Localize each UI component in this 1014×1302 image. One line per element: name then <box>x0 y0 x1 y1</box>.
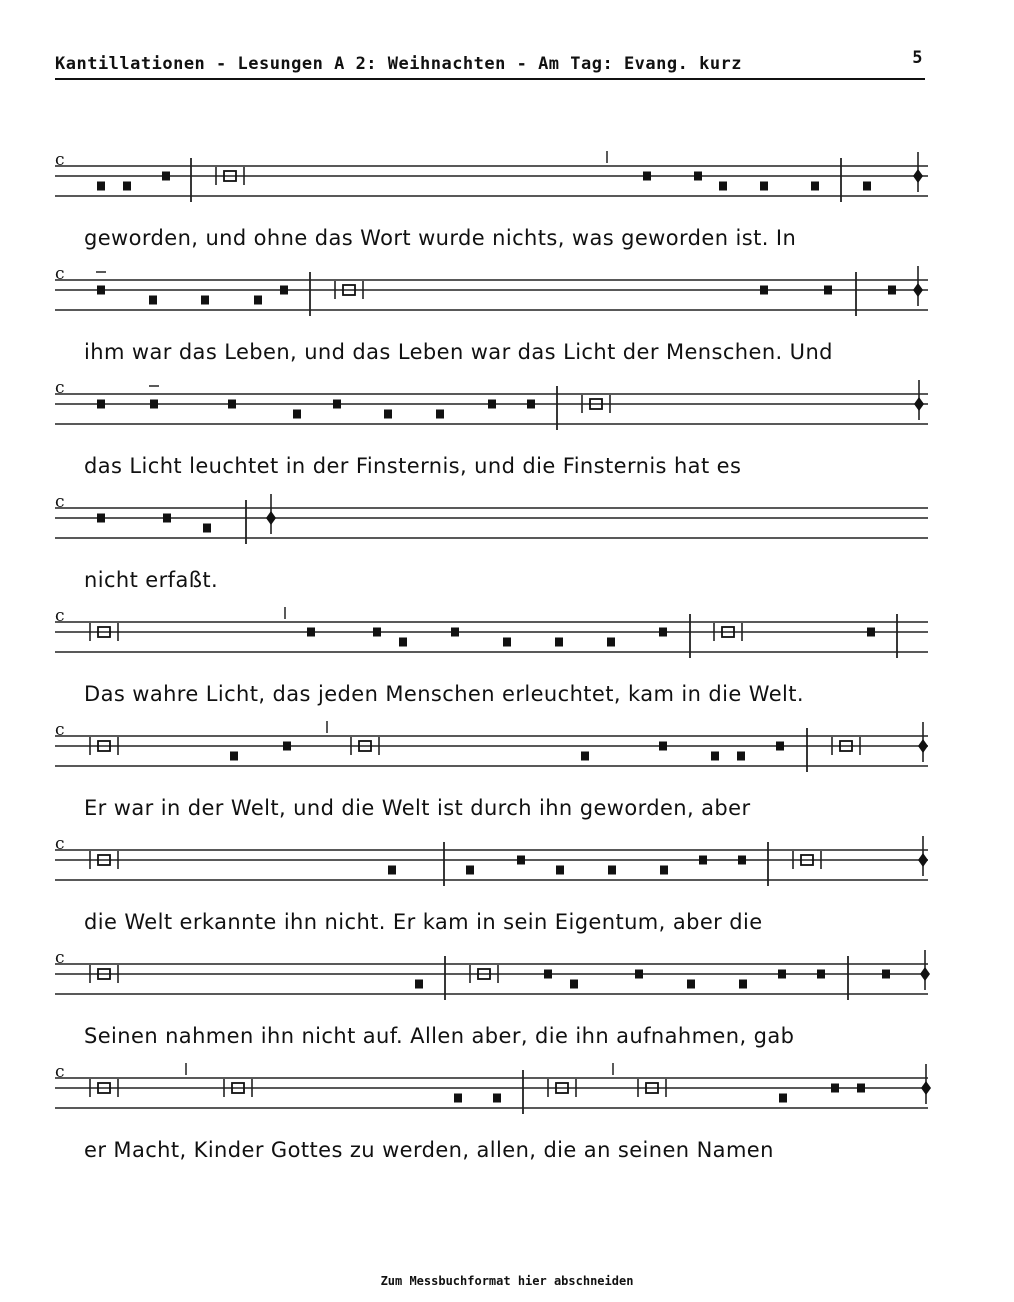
chant-system <box>0 606 1014 720</box>
note <box>581 752 589 761</box>
staff <box>0 264 1014 324</box>
note <box>570 980 578 989</box>
note <box>544 970 552 979</box>
final-note <box>914 397 924 411</box>
note <box>451 628 459 637</box>
note <box>811 182 819 191</box>
note <box>149 296 157 305</box>
chant-system <box>0 378 1014 492</box>
note <box>384 410 392 419</box>
note <box>687 980 695 989</box>
note <box>415 980 423 989</box>
note <box>488 400 496 409</box>
note <box>863 182 871 191</box>
chant-system <box>0 1062 1014 1176</box>
note <box>719 182 727 191</box>
staff <box>0 834 1014 894</box>
note <box>399 638 407 647</box>
lyric-line: nicht erfaßt. <box>84 568 219 592</box>
note <box>373 628 381 637</box>
note <box>150 400 158 409</box>
note <box>163 514 171 523</box>
note <box>659 742 667 751</box>
note <box>824 286 832 295</box>
note <box>333 400 341 409</box>
c-clef: c <box>55 150 65 170</box>
note <box>711 752 719 761</box>
note <box>779 1094 787 1103</box>
staff <box>0 606 1014 666</box>
note <box>97 182 105 191</box>
page-header <box>55 44 925 80</box>
c-clef: c <box>55 720 65 740</box>
c-clef: c <box>55 492 65 512</box>
chant-system <box>0 720 1014 834</box>
note <box>694 172 702 181</box>
note <box>503 638 511 647</box>
note <box>778 970 786 979</box>
note <box>831 1084 839 1093</box>
note <box>123 182 131 191</box>
staff <box>0 948 1014 1008</box>
note <box>760 182 768 191</box>
note <box>659 628 667 637</box>
note <box>699 856 707 865</box>
lyric-line: die Welt erkannte ihn nicht. Er kam in sein Eigentum, aber die <box>84 910 763 934</box>
note <box>280 286 288 295</box>
note <box>97 286 105 295</box>
final-note <box>920 967 930 981</box>
note <box>643 172 651 181</box>
c-clef: c <box>55 378 65 398</box>
note <box>436 410 444 419</box>
page-number: 5 <box>912 48 923 68</box>
chant-system <box>0 150 1014 264</box>
note <box>608 866 616 875</box>
c-clef: c <box>55 948 65 968</box>
staff <box>0 492 1014 552</box>
note <box>517 856 525 865</box>
note <box>556 866 564 875</box>
note <box>493 1094 501 1103</box>
chant-system <box>0 948 1014 1062</box>
note <box>776 742 784 751</box>
final-note <box>913 283 923 297</box>
note <box>97 400 105 409</box>
note <box>888 286 896 295</box>
staff <box>0 720 1014 780</box>
note <box>760 286 768 295</box>
c-clef: c <box>55 1062 65 1082</box>
lyric-line: Das wahre Licht, das jeden Menschen erleuchtet, kam in die Welt. <box>84 682 804 706</box>
note <box>228 400 236 409</box>
note <box>283 742 291 751</box>
note <box>230 752 238 761</box>
note <box>817 970 825 979</box>
lyric-line: ihm war das Leben, und das Leben war das Licht der Menschen. Und <box>84 340 833 364</box>
note <box>307 628 315 637</box>
note <box>254 296 262 305</box>
lyric-line: geworden, und ohne das Wort wurde nichts, was geworden ist. In <box>84 226 797 250</box>
c-clef: c <box>55 834 65 854</box>
note <box>388 866 396 875</box>
note <box>97 514 105 523</box>
note <box>867 628 875 637</box>
staff <box>0 1062 1014 1122</box>
staff <box>0 378 1014 438</box>
note <box>555 638 563 647</box>
lyric-line: das Licht leuchtet in der Finsternis, und die Finsternis hat es <box>84 454 742 478</box>
lyric-line: er Macht, Kinder Gottes zu werden, allen, die an seinen Namen <box>84 1138 774 1162</box>
page-title: Kantillationen - Lesungen A 2: Weihnachten - Am Tag: Evang. kurz <box>55 54 743 74</box>
note <box>660 866 668 875</box>
note <box>857 1084 865 1093</box>
note <box>454 1094 462 1103</box>
note <box>737 752 745 761</box>
note <box>201 296 209 305</box>
note <box>203 524 211 533</box>
note <box>738 856 746 865</box>
note <box>162 172 170 181</box>
note <box>466 866 474 875</box>
c-clef: c <box>55 606 65 626</box>
chant-system <box>0 834 1014 948</box>
final-note <box>918 739 928 753</box>
note <box>635 970 643 979</box>
lyric-line: Seinen nahmen ihn nicht auf. Allen aber, die ihn aufnahmen, gab <box>84 1024 795 1048</box>
chant-system <box>0 492 1014 606</box>
note <box>293 410 301 419</box>
c-clef: c <box>55 264 65 284</box>
final-note <box>913 169 923 183</box>
note <box>739 980 747 989</box>
final-note <box>918 853 928 867</box>
note <box>882 970 890 979</box>
note <box>607 638 615 647</box>
lyric-line: Er war in der Welt, und die Welt ist durch ihn geworden, aber <box>84 796 751 820</box>
final-note <box>266 511 276 525</box>
cut-here-note: Zum Messbuchformat hier abschneiden <box>380 1274 634 1288</box>
final-note <box>921 1081 931 1095</box>
note <box>527 400 535 409</box>
chant-system <box>0 264 1014 378</box>
staff <box>0 150 1014 210</box>
